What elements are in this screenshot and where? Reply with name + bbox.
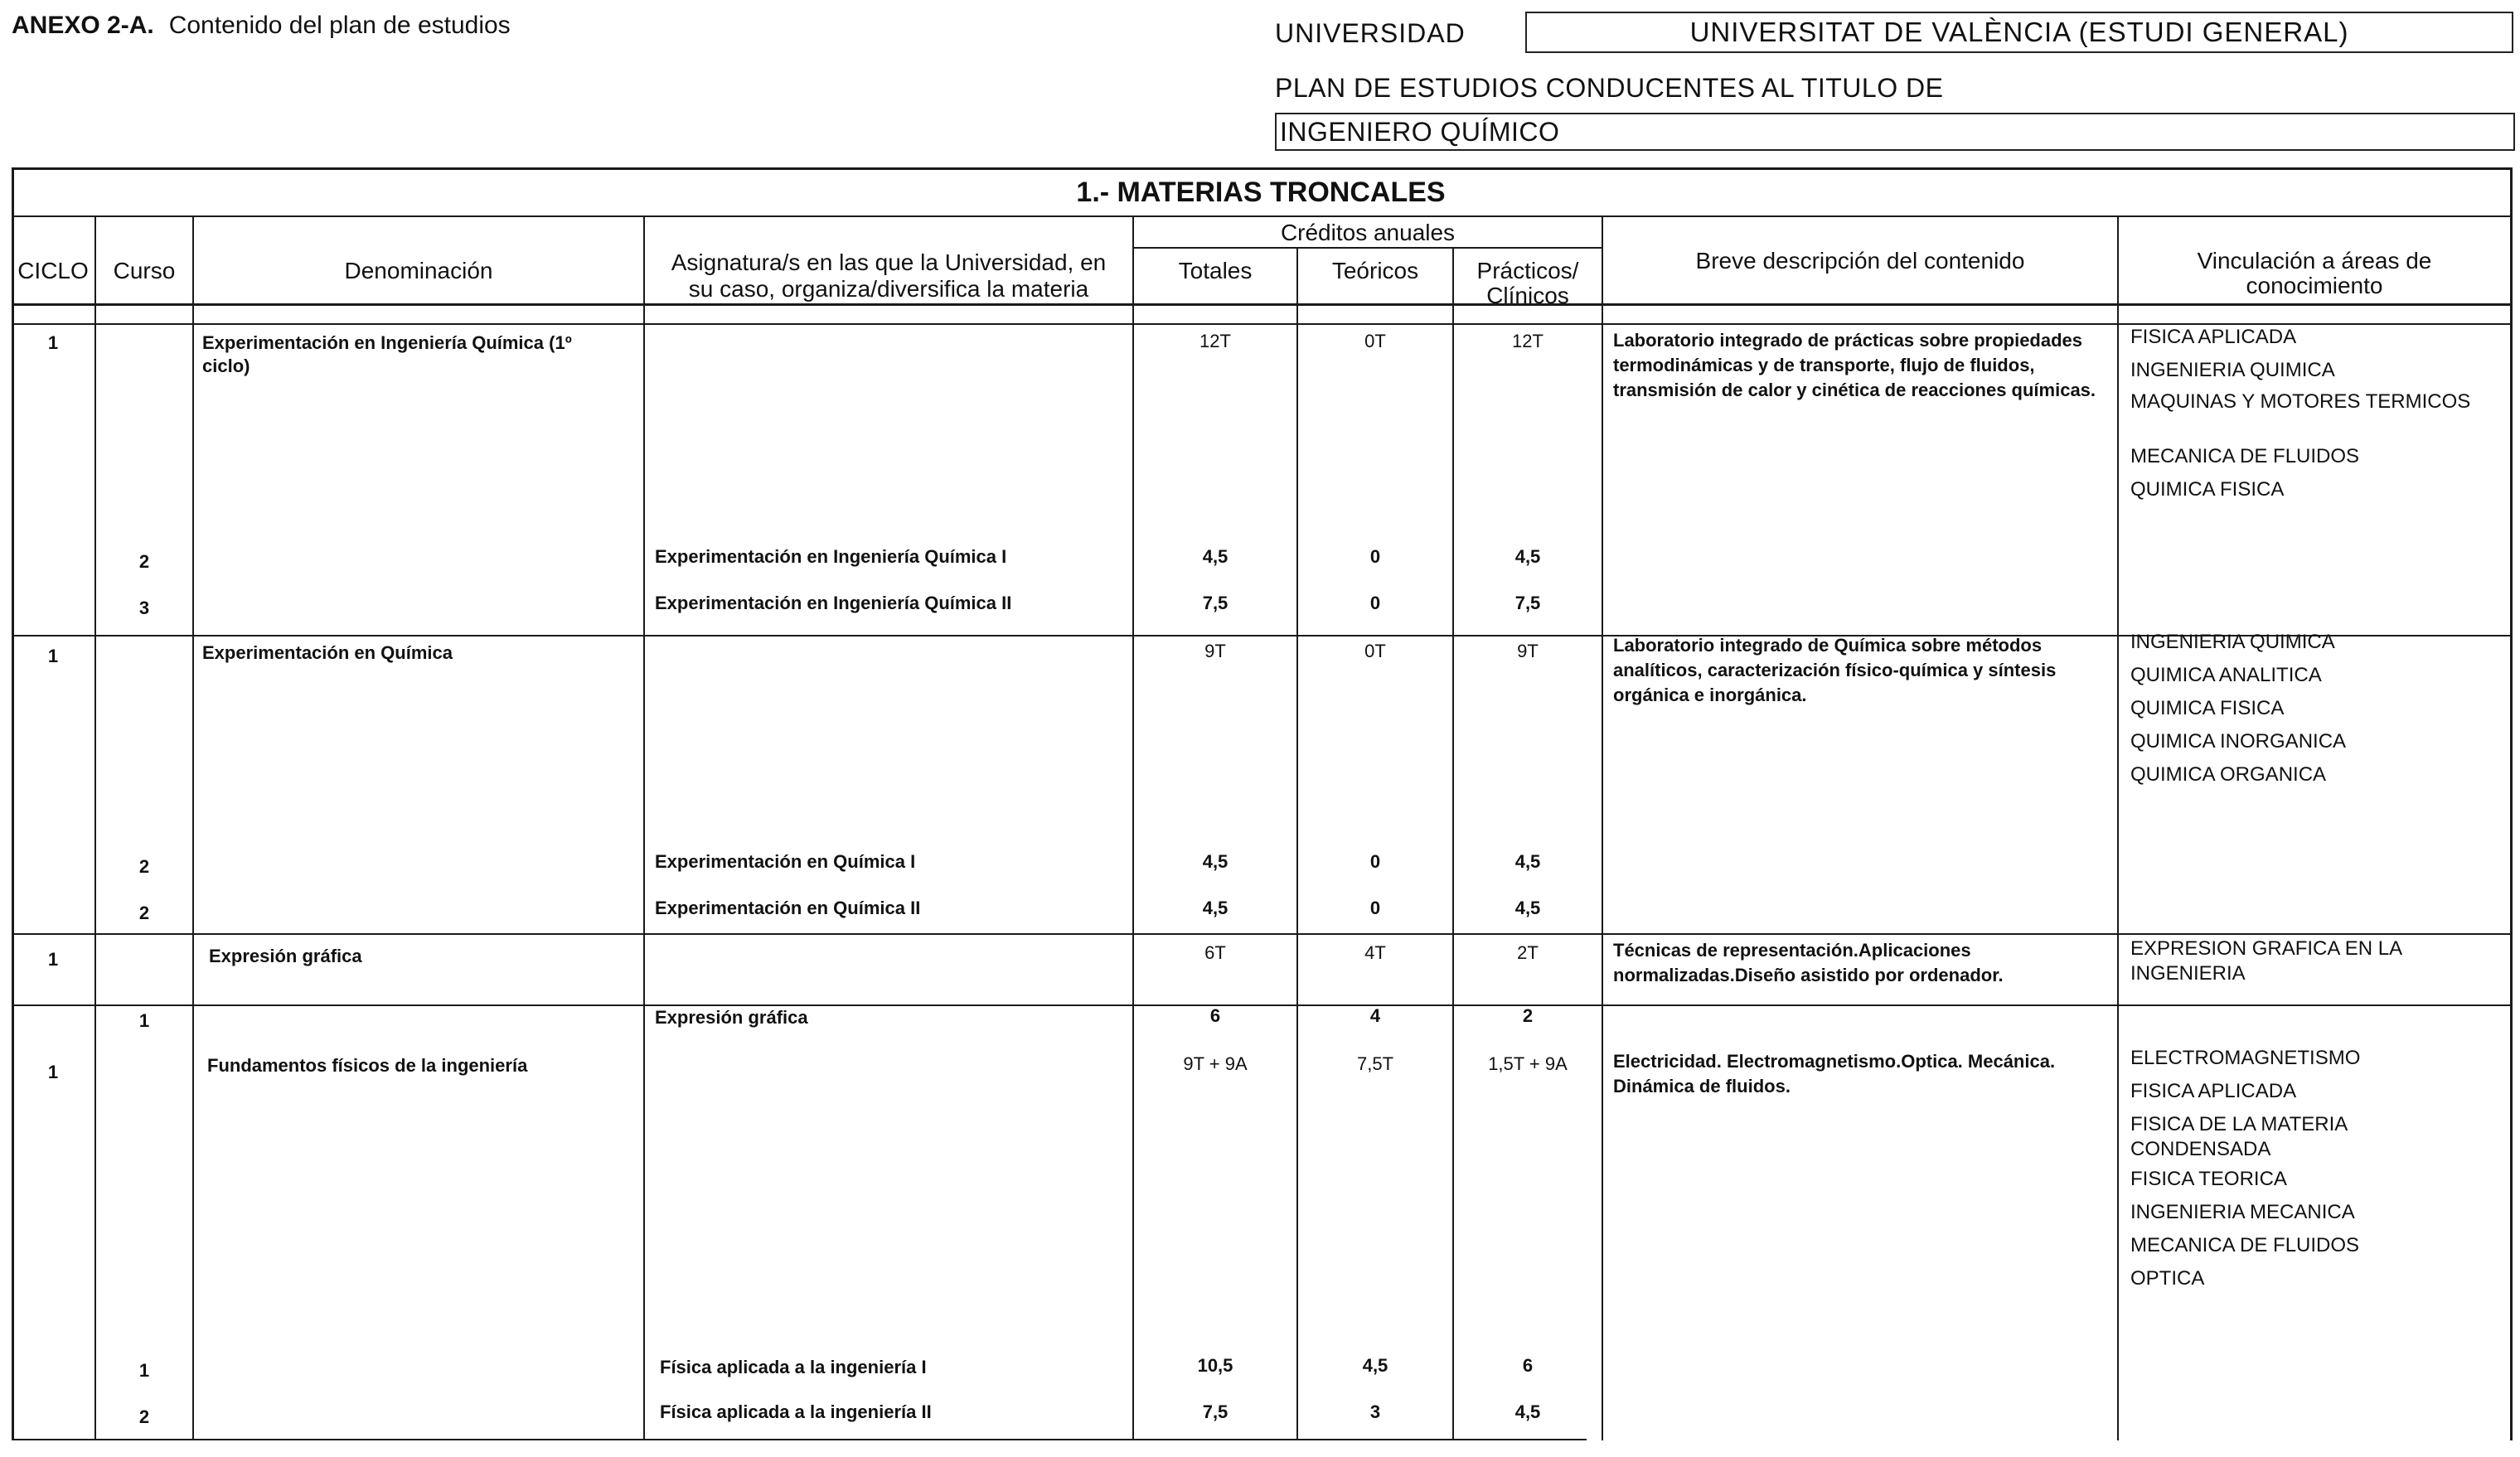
col-creditos: Créditos anuales — [1280, 220, 1456, 245]
ciclo-cell: 1 — [47, 1062, 59, 1082]
area-item: FISICA TEORICA — [2130, 1168, 2287, 1190]
denominacion-line2: ciclo) — [202, 356, 250, 376]
asignatura-teoricos: 4 — [1369, 1005, 1381, 1026]
asignatura-practicos: 4,5 — [1514, 851, 1541, 872]
ciclo-cell: 1 — [47, 332, 59, 353]
teoricos-cell: 0T — [1364, 641, 1386, 661]
asignatura-totales: 4,5 — [1202, 546, 1228, 567]
col-curso: Curso — [113, 258, 176, 283]
curso-cell: 2 — [138, 856, 150, 877]
area-item: INGENIERIA QUIMICA — [2130, 631, 2335, 653]
col-teoricos: Teóricos — [1331, 258, 1419, 283]
col-asignatura-line2: su caso, organiza/diversifica la materia — [688, 276, 1089, 302]
annex-heading — [12, 12, 511, 40]
curso-cell: 2 — [138, 551, 150, 572]
area-item: EXPRESION GRAFICA EN LA INGENIERIA — [2130, 937, 2401, 985]
asignatura-practicos: 4,5 — [1514, 546, 1541, 567]
asignatura-totales: 4,5 — [1202, 898, 1228, 918]
teoricos-cell: 7,5T — [1356, 1053, 1394, 1074]
col-asignatura-line1: Asignatura/s en las que la Universidad, en — [671, 249, 1107, 275]
col-practicos-line2: Clínicos — [1486, 283, 1569, 303]
asignatura-teoricos: 4,5 — [1362, 1355, 1388, 1376]
university-value: UNIVERSITAT DE VALÈNCIA (ESTUDI GENERAL) — [1525, 12, 2513, 53]
area-item: QUIMICA ANALITICA — [2130, 664, 2322, 686]
asignatura-cell: Experimentación en Química II — [655, 898, 921, 918]
descripcion-cell: Electricidad. Electromagnetismo.Optica. Mecánica. Dinámica de fluidos. — [1613, 1051, 2056, 1096]
ciclo-cell: 1 — [47, 646, 59, 666]
teoricos-cell: 0T — [1364, 331, 1386, 351]
asignatura-cell: Física aplicada a la ingeniería II — [660, 1401, 932, 1422]
asignatura-totales: 6 — [1209, 1005, 1221, 1026]
descripcion-cell: Técnicas de representación.Aplicaciones normalizadas.Diseño asistido por ordenador. — [1613, 940, 2004, 985]
annex-text: Contenido del plan de estudios — [168, 12, 511, 39]
area-item: ELECTROMAGNETISMO — [2130, 1047, 2361, 1069]
totales-cell: 12T — [1199, 331, 1231, 351]
asignatura-totales: 4,5 — [1202, 851, 1228, 872]
asignatura-cell: Expresión gráfica — [655, 1007, 808, 1028]
curso-cell: 1 — [138, 1010, 150, 1031]
asignatura-cell: Experimentación en Ingeniería Química II — [655, 593, 1012, 613]
col-totales: Totales — [1178, 258, 1253, 283]
practicos-cell: 12T — [1512, 331, 1544, 351]
asignatura-totales: 10,5 — [1197, 1355, 1233, 1376]
area-item: FISICA APLICADA — [2130, 326, 2297, 348]
area-item: QUIMICA INORGANICA — [2130, 730, 2347, 753]
practicos-cell: 1,5T + 9A — [1488, 1053, 1568, 1074]
asignatura-practicos: 4,5 — [1514, 898, 1541, 918]
denominacion-line1: Experimentación en Química — [202, 642, 453, 663]
col-vinculacion-line1: Vinculación a áreas de — [2197, 248, 2432, 273]
area-item: MAQUINAS Y MOTORES TERMICOS — [2130, 390, 2471, 413]
asignatura-teoricos: 0 — [1369, 898, 1381, 918]
area-item: INGENIERIA QUIMICA — [2130, 359, 2335, 381]
asignatura-totales: 7,5 — [1202, 1401, 1228, 1422]
area-item: QUIMICA ORGANICA — [2130, 763, 2327, 786]
asignatura-teoricos: 0 — [1369, 546, 1381, 567]
asignatura-cell: Física aplicada a la ingeniería I — [660, 1357, 927, 1377]
curso-cell: 3 — [138, 598, 150, 618]
asignatura-teoricos: 0 — [1369, 593, 1381, 613]
asignatura-teoricos: 3 — [1369, 1401, 1381, 1422]
area-item: MECANICA DE FLUIDOS — [2130, 445, 2360, 467]
asignatura-practicos: 6 — [1522, 1355, 1534, 1376]
asignatura-totales: 7,5 — [1202, 593, 1228, 613]
ciclo-cell: 1 — [47, 949, 59, 970]
university-label: UNIVERSIDAD — [1275, 18, 1466, 48]
annex-label: ANEXO 2-A. — [12, 12, 154, 39]
denominacion-line1: Experimentación en Ingeniería Química (1º — [202, 332, 572, 353]
col-descripcion: Breve descripción del contenido — [1695, 248, 2025, 273]
curso-cell: 2 — [138, 1406, 150, 1427]
totales-cell: 9T + 9A — [1183, 1053, 1248, 1074]
curso-cell: 2 — [138, 903, 150, 923]
denominacion-line1: Expresión gráfica — [209, 946, 362, 966]
col-denominacion: Denominación — [344, 258, 493, 283]
area-item: INGENIERIA MECANICA — [2130, 1201, 2355, 1223]
area-item: OPTICA — [2130, 1267, 2205, 1290]
degree-title: INGENIERO QUÍMICO — [1275, 113, 2515, 151]
practicos-cell: 2T — [1517, 942, 1539, 963]
col-vinculacion-line2: conocimiento — [2246, 273, 2383, 298]
col-practicos-line1: Prácticos/ — [1476, 258, 1579, 283]
totales-cell: 6T — [1204, 942, 1226, 963]
area-item: QUIMICA FISICA — [2130, 478, 2285, 501]
area-item: FISICA APLICADA — [2130, 1080, 2297, 1102]
teoricos-cell: 4T — [1364, 942, 1386, 963]
denominacion-line1: Fundamentos físicos de la ingeniería — [207, 1055, 528, 1076]
area-item: MECANICA DE FLUIDOS — [2130, 1234, 2360, 1256]
asignatura-practicos: 4,5 — [1514, 1401, 1541, 1422]
section-title: 1.- MATERIAS TRONCALES — [1076, 177, 1446, 208]
practicos-cell: 9T — [1517, 641, 1539, 661]
asignatura-teoricos: 0 — [1369, 851, 1381, 872]
area-item: QUIMICA FISICA — [2130, 697, 2285, 719]
descripcion-cell: Laboratorio integrado de Química sobre métodos analíticos, caracterización físico-química y síntesis orgánica e inorgánica. — [1613, 635, 2057, 705]
curso-cell: 1 — [138, 1360, 150, 1381]
asignatura-practicos: 2 — [1522, 1005, 1534, 1026]
plan-label: PLAN DE ESTUDIOS CONDUCENTES AL TITULO DE — [1275, 73, 1944, 103]
asignatura-practicos: 7,5 — [1514, 593, 1541, 613]
asignatura-cell: Experimentación en Ingeniería Química I — [655, 546, 1007, 567]
totales-cell: 9T — [1204, 641, 1226, 661]
descripcion-cell: Laboratorio integrado de prácticas sobre propiedades termodinámicas y de transporte, flujo de fluidos, transmisión de calor y cinética de reacciones químicas. — [1613, 330, 2096, 400]
col-ciclo: CICLO — [17, 258, 89, 283]
area-item: FISICA DE LA MATERIA CONDENSADA — [2130, 1113, 2347, 1160]
asignatura-cell: Experimentación en Química I — [655, 851, 916, 872]
